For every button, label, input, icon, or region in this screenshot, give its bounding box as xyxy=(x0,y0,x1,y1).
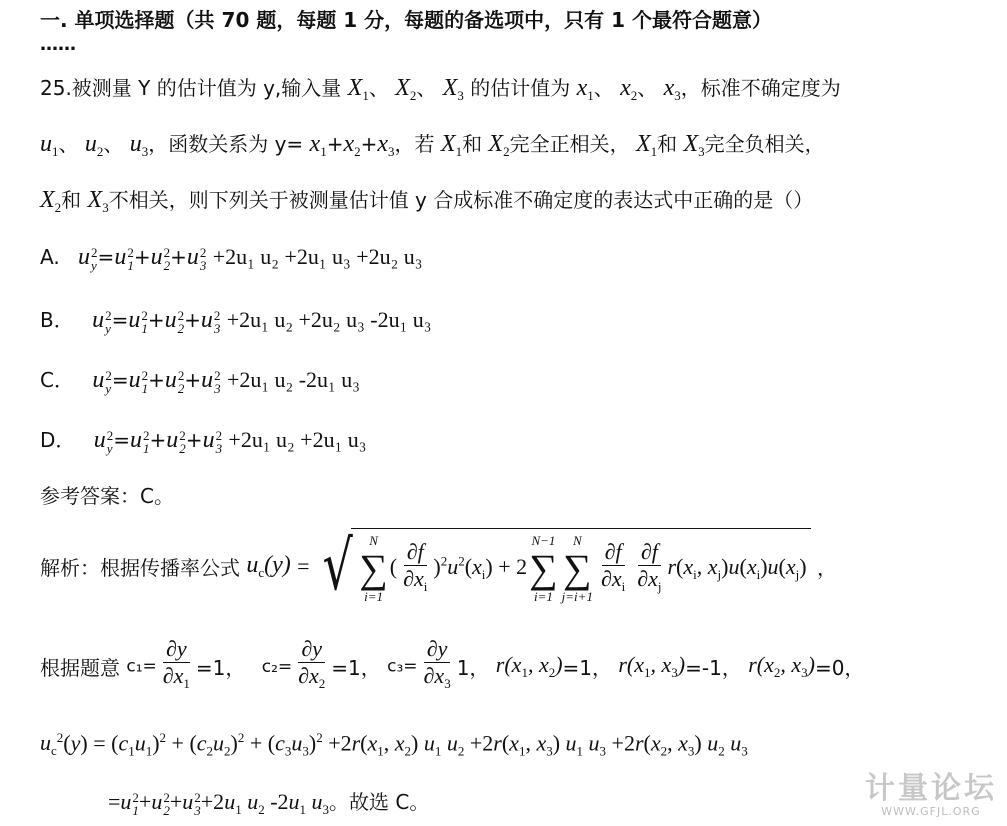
analysis-formula: 解析：根据传播率公式 $u_c(y)$ = √ N ∑ i=1 ( $\frac{\partial f}{\partial x_i}$ )$^2u^2(x_i) + 2$ N−1 ∑ i=1 N ∑ j=i+1 $\frac{\partial f}{\partial x_i}$ $\frac{\partial f}{\partial x_j}$ $r(x_i$, $x_j)u(x_i)u(x_j)$ ， xyxy=(40,526,837,606)
option-d: D． u 2 y =u 2 1 +u 2 2 +u 2 3 +2u₁ u₂ +2u₁ u₃ xyxy=(40,427,367,456)
question-line-3: $X_2$和 $X_3$不相关，则下列关于被测量估计值 y 合成标准不确定度的表达式中正确的是（） xyxy=(40,187,814,215)
question-line-2: $u_1$、 $u_2$、 $u_3$，函数关系为 $y= x_1+x_2+x_3$，若 $X_1$和 $X_2$完全正相关， $X_1$和 $X_3$完全负相关， xyxy=(40,131,825,159)
analysis-coefficients: 根据题意 c₁= $\frac{\partial y}{\partial x_1}$ =1， c₂= $\frac{\partial y}{\partial x_2}$ =1， c₃= $\frac{\partial y}{\partial x_3}$ 1， $r(x_1$, $x_2)=1$， $r(x_1$, $x_3)=-1$， $r(x_2$, $x_3)=0$， xyxy=(40,636,865,691)
option-b: B． u 2 y =u 2 1 +u 2 2 +u 2 3 +2u₁ u₂ +2u₂ u₃ -2u₁ u₃ xyxy=(40,307,432,336)
watermark-brand: 计量论坛 xyxy=(865,771,997,806)
watermark-logo xyxy=(865,773,997,818)
option-a: A. u 2 y =u 2 1 +u 2 2 +u 2 3 +2u₁ u₂ +2u₁ u₃ +2u₂ u₃ xyxy=(40,244,423,273)
watermark-url: WWW.GFJL.ORG xyxy=(881,805,981,818)
section-title: 一. 单项选择题（共 70 题，每题 1 分，每题的备选项中，只有 1 个最符合题意） xyxy=(40,8,773,32)
question-line-1: 25.被测量 Y 的估计值为 y,输入量 $X_1$、 $X_2$、 $X_3$ 的估计值为 $x_1$、 $x_2$、 $x_3$，标准不确定度为 xyxy=(40,75,841,103)
analysis-expansion: $u_c^2(y) = (c_1u_1)^2 + (c_2u_2)^2 + (c_3u_3)^2 +2r(x_1$, $x_2$) $u_1$ $u_2 +2r(x_1$, $x_3$) $u_1$ $u_3 +2r(x_2$, $x_3$) $u_2$ $u_3$ xyxy=(40,730,748,759)
ellipsis: …… xyxy=(40,34,76,55)
option-c: C． u 2 y =u 2 1 +u 2 2 +u 2 3 +2u₁ u₂ -2u₁ u₃ xyxy=(40,367,360,396)
analysis-final: =u 2 1 +u 2 2 +u 2 3 $+2u_1$ $u_2$ $-2u_1$ $u_3$。故选 C。 xyxy=(108,789,430,818)
answer: 参考答案：C。 xyxy=(40,484,174,508)
